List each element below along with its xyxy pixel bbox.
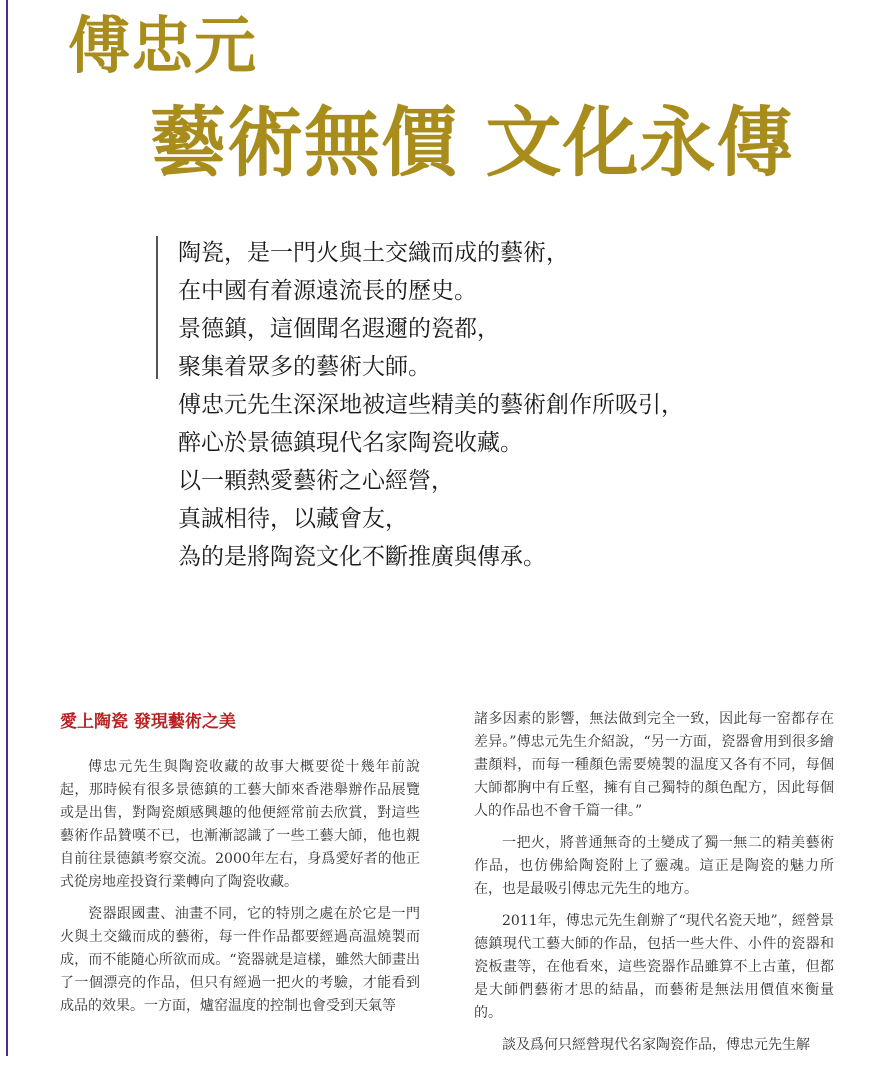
intro-line: 在中國有着源遠流長的歷史。 [178,278,477,304]
page-title-slogan: 藝術無價 文化永傳 [150,98,794,187]
intro-quote-bar [156,236,158,379]
article-column-left [60,708,420,1027]
article-paragraph: 瓷器跟國畫、油畫不同，它的特別之處在於它是一門火與土交織而成的藝術，每一件作品都要經過高温燒製而成，而不能隨心所欲而成。“瓷器就是這樣，雖然大師畫出了一個漂亮的作品，但只有經過一把火的考驗，才能看到成品的效果。一方面，爐窑温度的控制也會受到天氣等 [60,906,420,1014]
intro-line: 景德鎮，這個聞名遐邇的瓷都， [178,316,500,342]
page-edge-rule [6,0,8,1056]
article-paragraph: 傅忠元先生與陶瓷收藏的故事大概要從十幾年前說起，那時候有很多景德鎮的工藝大師來香港舉辦作品展覽或是出售，對陶瓷頗感興趣的他便經常前去欣賞，對這些藝術作品贊嘆不已，也漸漸認識了一些工藝大師，他也親自前往景德鎮考察交流。2000年左右，身爲愛好者的他正式從房地産投資行業轉向了陶瓷收藏。 [60,759,420,890]
intro-line: 為的是將陶瓷文化不斷推廣與傳承。 [178,544,546,570]
section-heading: 愛上陶瓷 發現藝術之美 [60,712,236,732]
intro-block [178,234,684,576]
article-paragraph: 一把火，將普通無奇的土變成了獨一無二的精美藝術作品，也仿佛給陶瓷附上了靈魂。這正是陶瓷的魅力所在，也是最吸引傅忠元先生的地方。 [474,835,834,897]
article-paragraph: 諸多因素的影響，無法做到完全一致，因此每一窑都存在差异。”傅忠元先生介紹說，“另一方面，瓷器會用到很多繪畫顏料，而每一種顏色需要燒製的温度又各有不同，每個大師都胸中有丘壑，擁有自己獨特的顏色配方，因此每個人的作品也不會千篇一律。” [474,711,834,819]
intro-line: 陶瓷，是一門火與土交織而成的藝術， [178,240,569,266]
intro-line: 醉心於景德鎮現代名家陶瓷收藏。 [178,430,523,456]
intro-line: 真誠相待，以藏會友， [178,506,408,532]
intro-line: 傅忠元先生深深地被這些精美的藝術創作所吸引， [178,392,684,418]
intro-line: 聚集着眾多的藝術大師。 [178,354,431,380]
page-title-name: 傅忠元 [68,9,258,82]
article-paragraph: 2011年，傅忠元先生創辦了“現代名瓷天地”，經營景德鎮現代工藝大師的作品，包括一些大件、小件的瓷器和瓷板畫等，在他看來，這些瓷器作品雖算不上古董，但都是大師們藝術才思的結晶，而藝術是無法用價值來衡量的。 [474,913,834,1021]
article-paragraph: 談及爲何只經營現代名家陶瓷作品，傅忠元先生解 [502,1037,810,1053]
intro-line: 以一顆熱愛藝術之心經營， [178,468,454,494]
article-column-right [474,708,834,1066]
